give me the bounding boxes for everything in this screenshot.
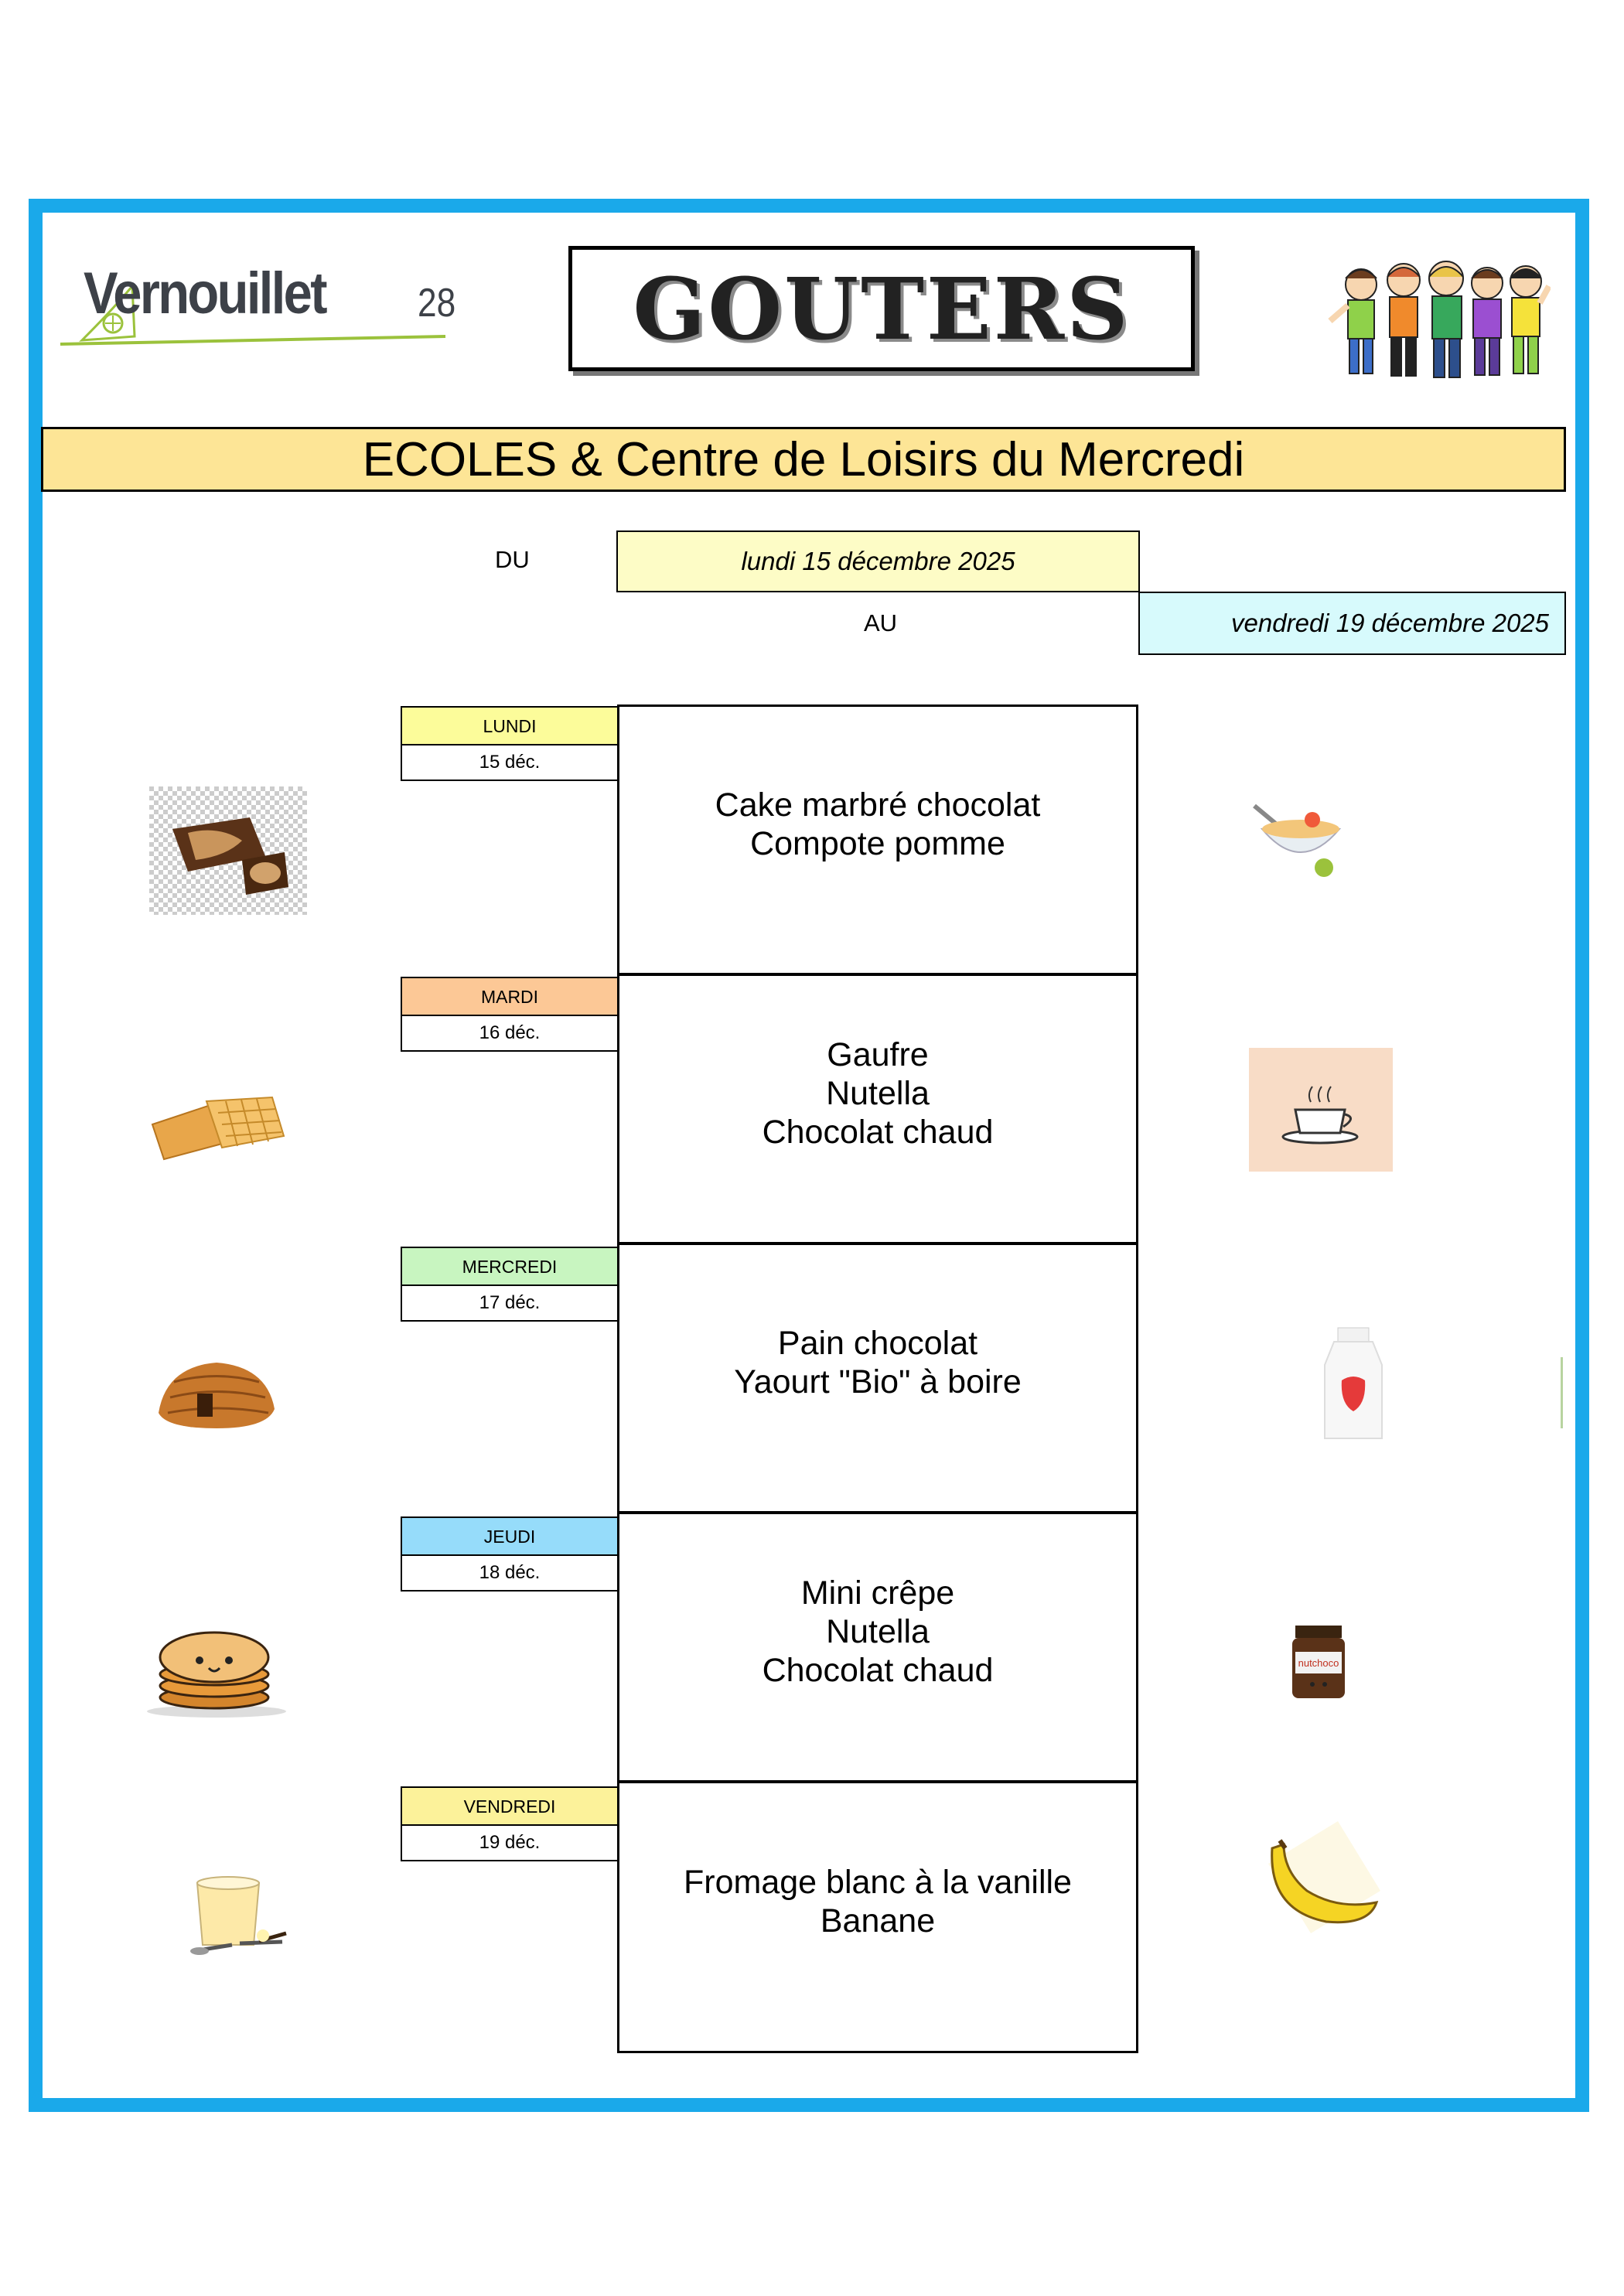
- menu-jeudi: [617, 1512, 1138, 1783]
- menu-lundi: [617, 704, 1138, 975]
- pain-au-chocolat-icon: [151, 1351, 281, 1436]
- jar-label: nutchoco: [1298, 1657, 1339, 1669]
- day-date-lundi: 15 déc.: [401, 744, 619, 781]
- waffle-icon: [148, 1086, 288, 1163]
- day-label-jeudi: JEUDI: [401, 1516, 619, 1555]
- divider: [1561, 1357, 1563, 1428]
- day-label-vendredi: VENDREDI: [401, 1786, 619, 1825]
- from-date: lundi 15 décembre 2025: [616, 531, 1140, 592]
- logo-text: Vernouillet: [84, 261, 326, 326]
- day-date-vendredi: 19 déc.: [401, 1824, 619, 1861]
- menu-item: Nutella: [826, 1613, 930, 1650]
- to-date: vendredi 19 décembre 2025: [1138, 592, 1566, 655]
- menu-item: Fromage blanc à la vanille: [684, 1864, 1072, 1901]
- from-label: DU: [495, 546, 530, 573]
- banana-icon: [1253, 1817, 1384, 1949]
- menu-vendredi: [617, 1781, 1138, 2053]
- menu-item: Pain chocolat: [777, 1325, 978, 1362]
- pancakes-icon: [139, 1620, 290, 1721]
- menu-item: Nutella: [826, 1075, 930, 1112]
- vanilla-yogurt-icon: [186, 1868, 290, 1960]
- menu-item: Compote pomme: [750, 825, 1005, 862]
- day-label-mardi: MARDI: [401, 977, 619, 1015]
- day-date-jeudi: 18 déc.: [401, 1554, 619, 1592]
- chocolate-spread-jar-icon: [1289, 1624, 1348, 1701]
- drinking-yogurt-icon: [1319, 1326, 1388, 1442]
- day-label-lundi: LUNDI: [401, 706, 619, 745]
- menu-item: Chocolat chaud: [762, 1652, 994, 1689]
- schools-banner: ECOLES & Centre de Loisirs du Mercredi: [41, 427, 1566, 492]
- day-date-mardi: 16 déc.: [401, 1015, 619, 1052]
- menu-item: Gaufre: [827, 1036, 929, 1073]
- menu-mercredi: [617, 1243, 1138, 1513]
- apple-compote-icon: [1247, 783, 1355, 883]
- to-label: AU: [864, 609, 898, 636]
- menu-item: Yaourt "Bio" à boire: [734, 1363, 1022, 1400]
- day-label-mercredi: MERCREDI: [401, 1247, 619, 1285]
- menu-mardi: [617, 974, 1138, 1244]
- page-title: GOUTERS: [633, 258, 1131, 359]
- menu-item: Banane: [820, 1902, 936, 1939]
- hot-chocolate-cup-icon: [1249, 1048, 1393, 1172]
- marble-cake-icon: [149, 786, 307, 915]
- logo-number: 28: [418, 281, 456, 326]
- children-group-icon: [1326, 255, 1551, 387]
- menu-item: Cake marbré chocolat: [715, 786, 1041, 824]
- title-box: [568, 246, 1195, 371]
- menu-item: Mini crêpe: [800, 1574, 955, 1612]
- day-date-mercredi: 17 déc.: [401, 1284, 619, 1322]
- menu-item: Chocolat chaud: [762, 1114, 994, 1151]
